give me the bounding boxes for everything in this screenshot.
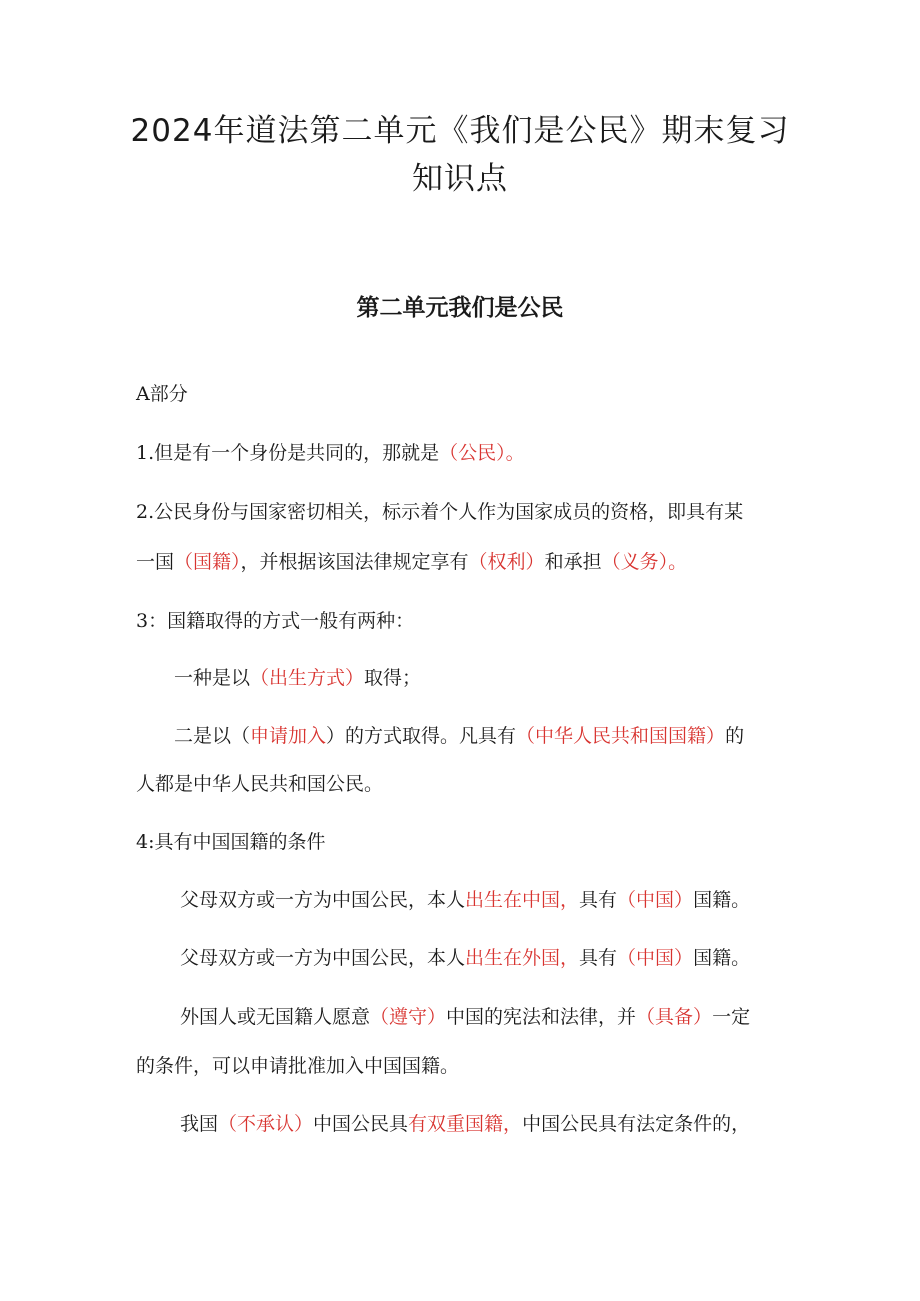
document-title-line-2: 知识点 bbox=[412, 161, 508, 197]
highlighted-answer: 有双重国籍， bbox=[408, 1113, 523, 1135]
text-segment: 取得； bbox=[364, 667, 422, 689]
text-segment: 3：国籍取得的方式一般有两种： bbox=[136, 610, 415, 632]
text-segment: 国籍。 bbox=[693, 947, 751, 969]
text-segment: 和承担 bbox=[544, 551, 602, 573]
text-segment: 4:具有中国国籍的条件 bbox=[136, 831, 326, 853]
text-segment: 父母双方或一方为中国公民，本人 bbox=[180, 947, 466, 969]
text-line-11 bbox=[180, 1008, 750, 1027]
section-heading: 第二单元我们是公民 bbox=[356, 295, 564, 321]
text-segment: 具有 bbox=[579, 947, 618, 969]
text-segment: 中国公民具 bbox=[313, 1113, 409, 1135]
text-line-9 bbox=[180, 891, 750, 910]
highlighted-answer: （权利） bbox=[468, 551, 545, 573]
text-segment: 中国的宪法和法律，并 bbox=[446, 1006, 637, 1028]
text-segment: 我国 bbox=[180, 1113, 219, 1135]
highlighted-answer: （出生方式） bbox=[250, 667, 365, 689]
text-line-5 bbox=[174, 669, 421, 688]
highlighted-answer: （国籍） bbox=[174, 551, 241, 573]
highlighted-answer: （遵守） bbox=[370, 1006, 447, 1028]
highlighted-answer: （中华人民共和国国籍） bbox=[516, 725, 726, 747]
text-line-6 bbox=[174, 727, 744, 746]
text-segment: 一国 bbox=[136, 551, 175, 573]
text-segment: 1.但是有一个身份是共同的，那就是 bbox=[136, 442, 440, 464]
highlighted-answer: 出生在中国， bbox=[465, 889, 580, 911]
text-line-8 bbox=[136, 833, 326, 852]
document-title-line-1: 2024年道法第二单元《我们是公民》期末复习 bbox=[130, 113, 790, 149]
text-segment: 一定 bbox=[712, 1006, 751, 1028]
text-segment: 二是以（ bbox=[174, 725, 251, 747]
text-line-7 bbox=[136, 775, 383, 794]
highlighted-answer: 申请加入 bbox=[250, 725, 327, 747]
text-line-10 bbox=[180, 949, 750, 968]
text-segment: ）的方式取得。凡具有 bbox=[326, 725, 517, 747]
text-segment: 父母双方或一方为中国公民，本人 bbox=[180, 889, 466, 911]
text-segment: ，并根据该国法律规定享有 bbox=[240, 551, 469, 573]
text-segment: 中国公民具有法定条件的， bbox=[522, 1113, 751, 1135]
highlighted-answer: （中国） bbox=[617, 889, 694, 911]
text-line-3 bbox=[136, 553, 687, 572]
highlighted-answer: 出生在外国， bbox=[465, 947, 580, 969]
text-segment: 外国人或无国籍人愿意 bbox=[180, 1006, 371, 1028]
text-segment: 2.公民身份与国家密切相关，标示着个人作为国家成员的资格，即具有某 bbox=[136, 501, 744, 523]
text-line-1 bbox=[136, 444, 525, 463]
part-label: A部分 bbox=[136, 383, 188, 405]
text-segment: 国籍。 bbox=[693, 889, 751, 911]
text-line-13 bbox=[180, 1115, 750, 1134]
text-segment: 具有 bbox=[579, 889, 618, 911]
text-line-12 bbox=[136, 1057, 459, 1076]
text-segment: 的条件，可以申请批准加入中国国籍。 bbox=[136, 1055, 460, 1077]
text-line-4 bbox=[136, 612, 414, 631]
text-segment: 一种是以 bbox=[174, 667, 251, 689]
highlighted-answer: （中国） bbox=[617, 947, 694, 969]
text-segment: 的 bbox=[725, 725, 745, 747]
highlighted-answer: （不承认） bbox=[218, 1113, 314, 1135]
text-segment: 人都是中华人民共和国公民。 bbox=[136, 773, 384, 795]
highlighted-answer: （公民）。 bbox=[439, 442, 525, 464]
text-line-2 bbox=[136, 503, 743, 522]
highlighted-answer: （义务）。 bbox=[601, 551, 688, 573]
highlighted-answer: （具备） bbox=[636, 1006, 713, 1028]
